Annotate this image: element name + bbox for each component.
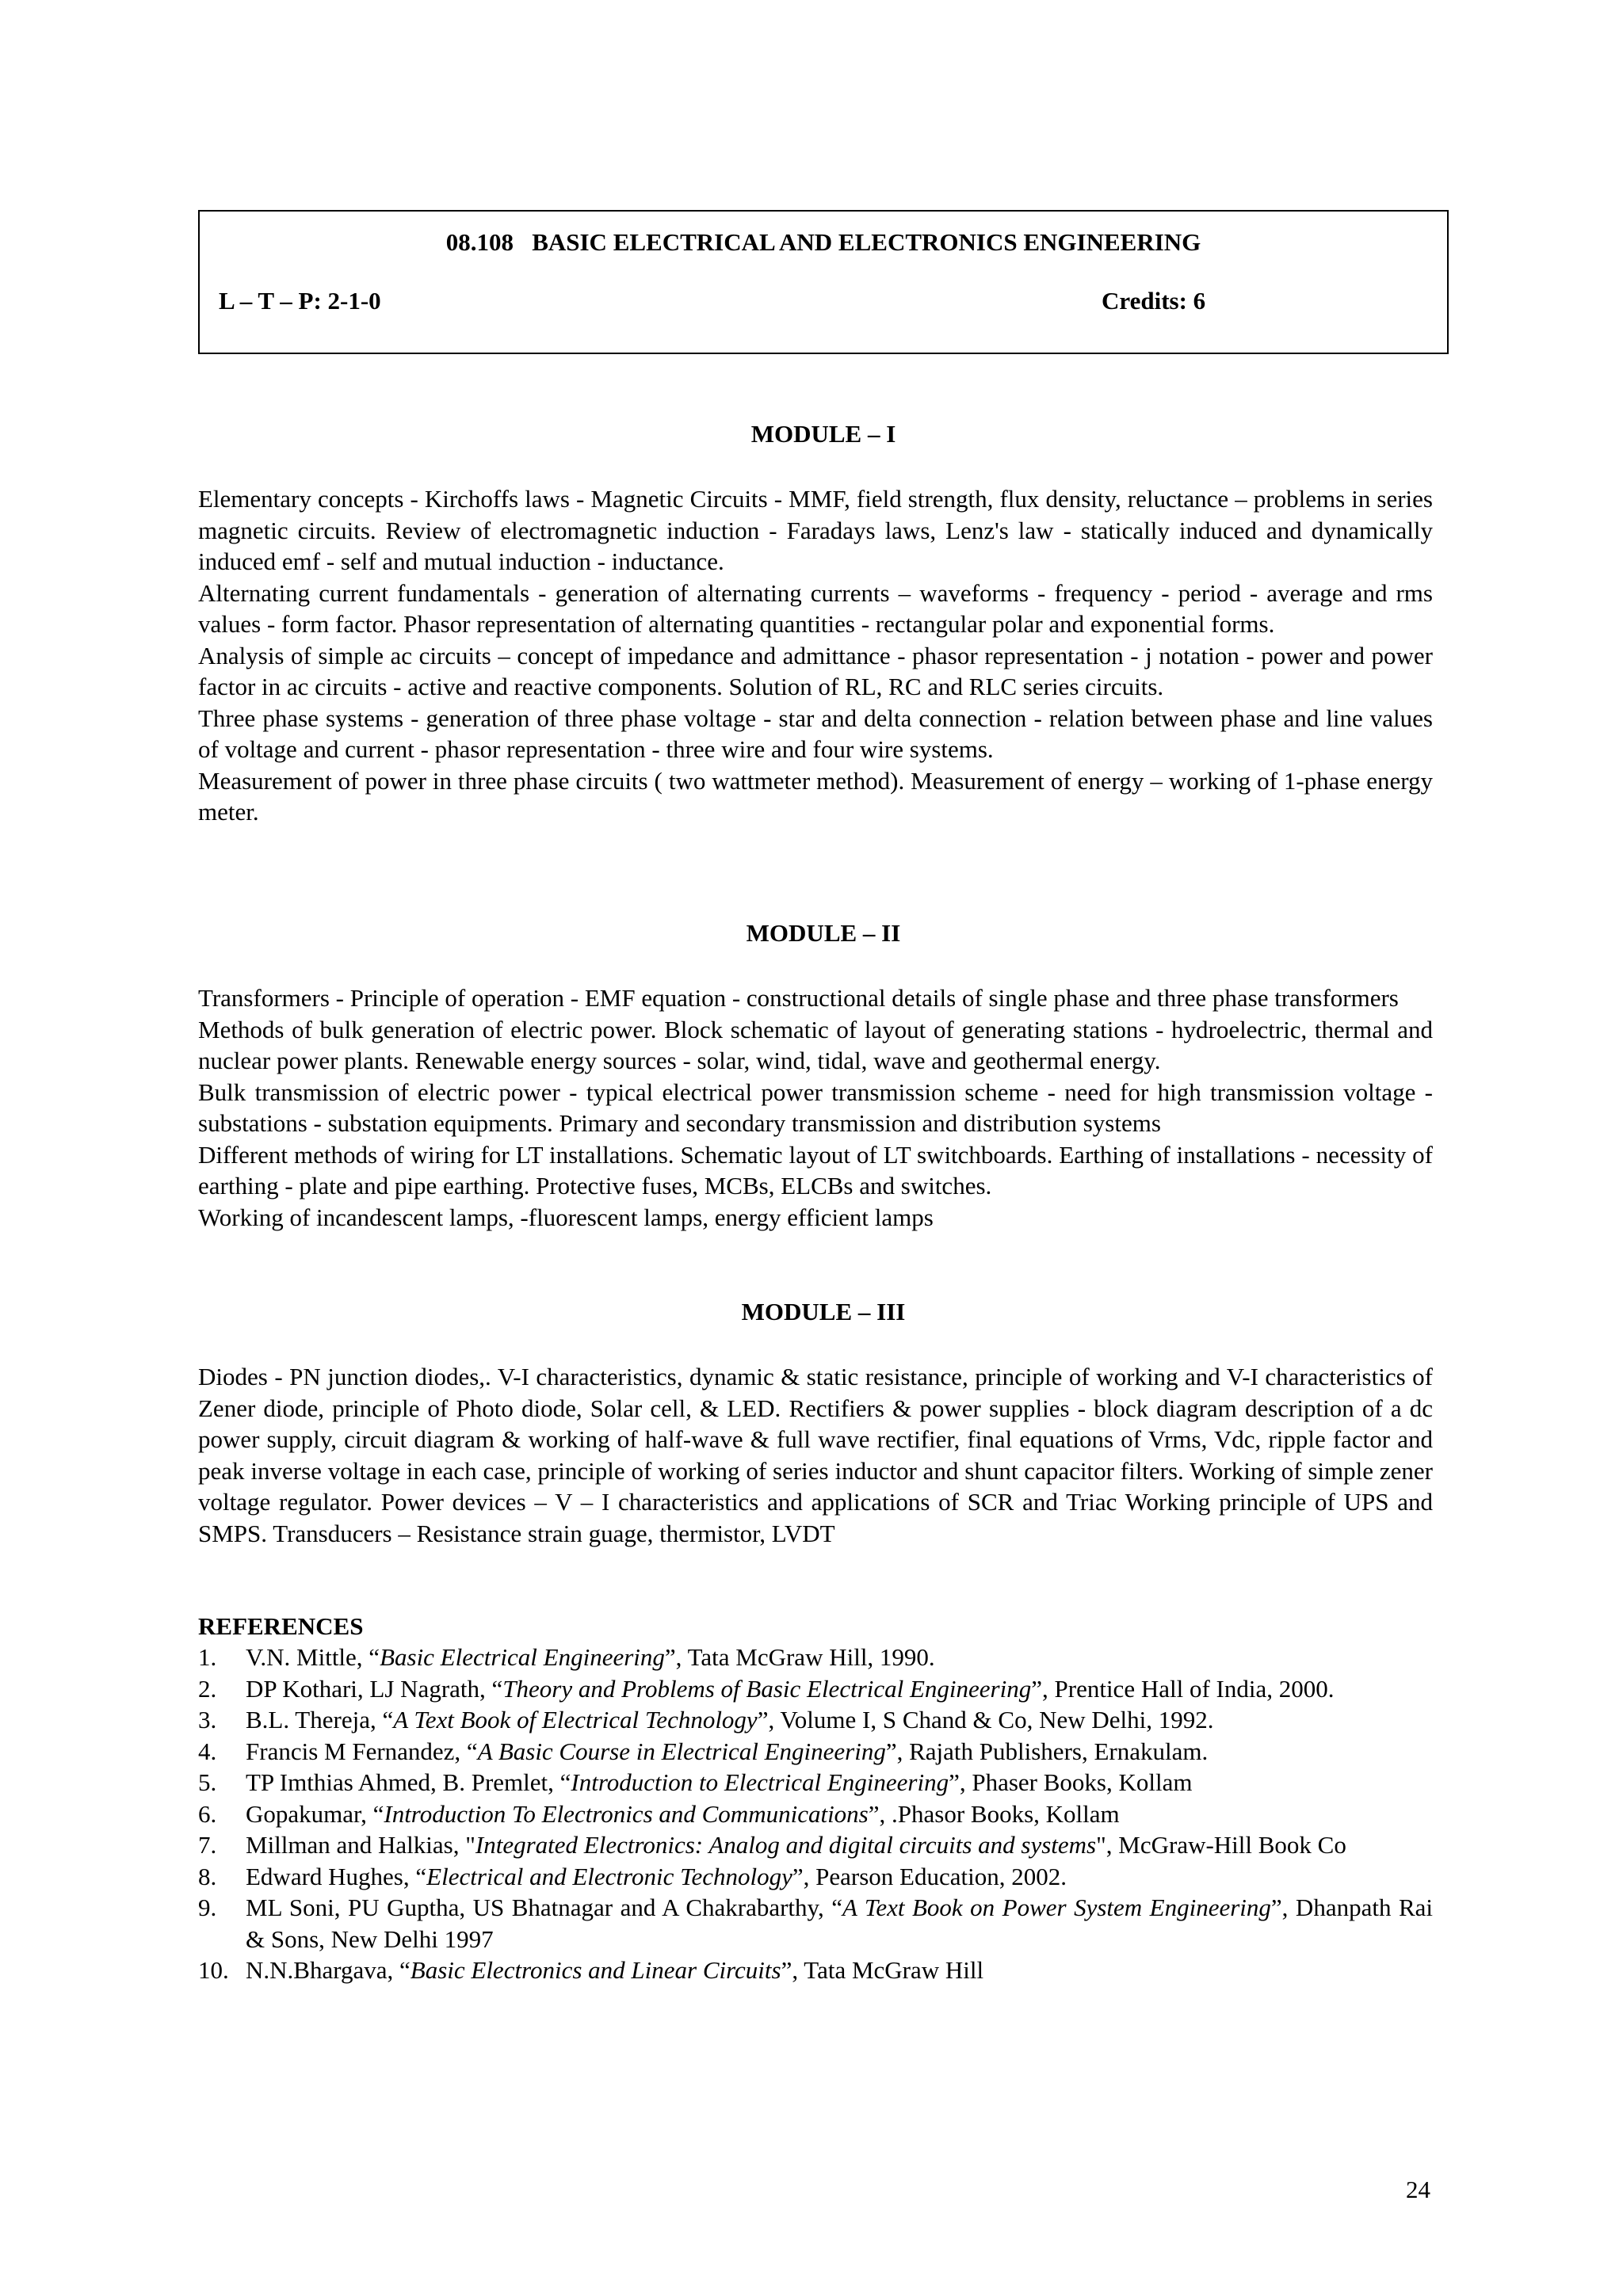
reference-authors: Gopakumar, “ — [246, 1799, 384, 1828]
reference-item — [198, 1642, 1433, 1673]
credits: Credits: 6 — [1102, 287, 1206, 315]
reference-authors: Edward Hughes, “ — [246, 1862, 427, 1890]
reference-publisher: ”, Tata McGraw Hill — [781, 1956, 984, 1984]
reference-number: 4. — [198, 1737, 217, 1765]
reference-title: Theory and Problems of Basic Electrical Engineering — [502, 1674, 1032, 1703]
course-title: 08.108 BASIC ELECTRICAL AND ELECTRONICS ENGINEERING — [445, 228, 1201, 256]
reference-authors: DP Kothari, LJ Nagrath, “ — [246, 1674, 503, 1703]
reference-item — [198, 1955, 1433, 1986]
course-header-box — [198, 210, 1449, 354]
page-number: 24 — [1406, 2176, 1430, 2203]
reference-number: 10. — [198, 1956, 229, 1984]
reference-authors: Millman and Halkias, " — [246, 1831, 475, 1859]
reference-number: 8. — [198, 1862, 217, 1890]
reference-authors: B.L. Thereja, “ — [246, 1706, 394, 1733]
module-1-paragraph: Elementary concepts - Kirchoffs laws - Magnetic Circuits - MMF, field strength, flux density, reluctance – problems in series magnetic circuits. Review of electromagnetic induction - Faradays laws, Lenz's law - statically induced and dynamically induced emf - self and mutual induction - inductance. — [198, 485, 1433, 575]
document-page — [198, 0, 1452, 2296]
reference-publisher: ”, Tata McGraw Hill, 1990. — [664, 1643, 935, 1671]
module-1-paragraph: Three phase systems - generation of three phase voltage - star and delta connection - relation between phase and line values of voltage and current - phasor representation - three wire and four wire systems. — [198, 704, 1433, 763]
reference-title: Integrated Electronics: Analog and digital circuits and systems — [475, 1831, 1097, 1859]
module-1-paragraph-text: Analysis of simple ac circuits – concept of impedance and admittance - phasor representation - j notation - power and power factor in ac circuits - active and reactive components. Solution of RL, RC and RLC series circuits. — [198, 641, 1433, 700]
references-list — [198, 1642, 1433, 1986]
reference-number: 2. — [198, 1674, 217, 1703]
reference-item — [198, 1673, 1433, 1705]
reference-number: 6. — [198, 1799, 217, 1828]
reference-authors: TP Imthias Ahmed, B. Premlet, “ — [246, 1768, 571, 1796]
reference-item — [198, 1798, 1433, 1830]
module-1-content — [198, 483, 1433, 828]
reference-item — [198, 1767, 1433, 1798]
reference-title: Introduction To Electronics and Communications — [384, 1799, 869, 1828]
reference-title: Basic Electrical Engineering — [380, 1643, 665, 1671]
reference-item — [198, 1892, 1433, 1955]
reference-title: Introduction to Electrical Engineering — [571, 1768, 949, 1796]
reference-title: Basic Electronics and Linear Circuits — [410, 1956, 781, 1984]
module-3-heading: MODULE – III — [741, 1298, 906, 1325]
reference-number: 1. — [198, 1643, 217, 1671]
reference-publisher: ”, Pearson Education, 2002. — [792, 1862, 1067, 1890]
reference-publisher: ", McGraw-Hill Book Co — [1096, 1831, 1346, 1859]
ltp-hours: L – T – P: 2-1-0 — [219, 287, 381, 315]
reference-title: A Basic Course in Electrical Engineering — [477, 1737, 886, 1765]
reference-item — [198, 1704, 1433, 1736]
module-2-paragraph: Transformers - Principle of operation - EMF equation - constructional details of single phase and three phase transformers — [198, 984, 1399, 1012]
reference-title: A Text Book on Power System Engineering — [842, 1894, 1271, 1921]
module-1-paragraph — [198, 640, 1433, 703]
reference-item — [198, 1861, 1433, 1893]
reference-number: 3. — [198, 1706, 217, 1733]
reference-title: Electrical and Electronic Technology — [426, 1862, 792, 1890]
reference-authors: Francis M Fernandez, “ — [246, 1737, 478, 1765]
reference-title: A Text Book of Electrical Technology — [393, 1706, 758, 1733]
reference-number: 9. — [198, 1894, 217, 1921]
reference-item — [198, 1736, 1433, 1768]
module-2-paragraph: Bulk transmission of electric power - typical electrical power transmission scheme - need for high transmission voltage - substations - substation equipments. Primary and secondary transmission and distribution systems — [198, 1077, 1433, 1137]
reference-authors: N.N.Bhargava, “ — [246, 1956, 411, 1984]
reference-authors: V.N. Mittle, “ — [246, 1643, 380, 1671]
module-2-paragraph: Methods of bulk generation of electric power. Block schematic of layout of generating stations - hydroelectric, thermal and nuclear power plants. Renewable energy sources - solar, wind, tidal, wave and geothermal energy. — [198, 1015, 1433, 1074]
reference-publisher: ”, Prentice Hall of India, 2000. — [1031, 1674, 1335, 1703]
references-heading: REFERENCES — [198, 1612, 364, 1640]
reference-number: 7. — [198, 1831, 217, 1859]
reference-publisher: ”, Rajath Publishers, Ernakulam. — [885, 1737, 1209, 1765]
reference-item — [198, 1829, 1433, 1861]
reference-publisher: ”, .Phasor Books, Kollam — [868, 1799, 1120, 1828]
module-1-heading: MODULE – I — [750, 420, 896, 448]
module-1-paragraph: Measurement of power in three phase circuits ( two wattmeter method). Measurement of energy – working of 1-phase energy meter. — [198, 766, 1433, 826]
module-2-heading: MODULE – II — [746, 919, 901, 947]
module-2-paragraph: Working of incandescent lamps, -fluorescent lamps, energy efficient lamps — [198, 1203, 934, 1231]
reference-publisher: ”, Volume I, S Chand & Co, New Delhi, 1992. — [757, 1706, 1214, 1733]
module-3-paragraph: Diodes - PN junction diodes,. V-I characteristics, dynamic & static resistance, principle of working and V-I characteristics of Zener diode, principle of Photo diode, Solar cell, & LED. Rectifiers & power supplies - block diagram description of a dc power supply, circuit diagram & working of half-wave & full wave rectifier, final equations of Vrms, Vdc, ripple factor and peak inverse voltage in each case, principle of working of series inductor and shunt capacitor filters. Working of simple zener voltage regulator. Power devices – V – I characteristics and applications of SCR and Triac Working principle of UPS and SMPS. Transducers – Resistance strain guage, thermistor, LVDT — [198, 1363, 1433, 1547]
module-2-paragraph: Different methods of wiring for LT installations. Schematic layout of LT switchboards. Earthing of installations - necessity of earthing - plate and pipe earthing. Protective fuses, MCBs, ELCBs and switches. — [198, 1140, 1433, 1199]
reference-publisher: ”, Dhanpath Rai & Sons, New Delhi 1997 — [246, 1894, 1433, 1953]
reference-publisher: ”, Phaser Books, Kollam — [949, 1768, 1193, 1796]
module-3-content — [198, 1361, 1433, 1549]
reference-authors: ML Soni, PU Guptha, US Bhatnagar and A Chakrabarthy, “ — [246, 1894, 843, 1921]
module-2-content — [198, 982, 1433, 1233]
reference-number: 5. — [198, 1768, 217, 1796]
module-1-paragraph: Alternating current fundamentals - generation of alternating currents – waveforms - frequency - period - average and rms values - form factor. Phasor representation of alternating quantities - rectangular polar and exponential forms. — [198, 578, 1433, 638]
